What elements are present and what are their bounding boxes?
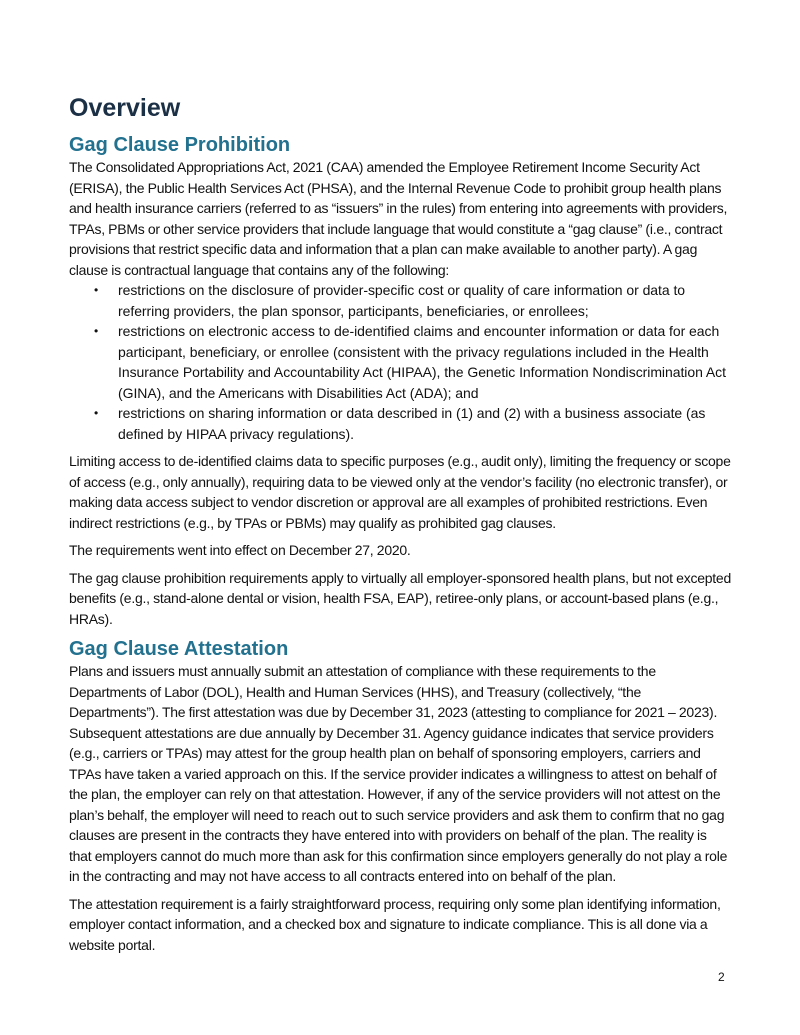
- bullet-icon: •: [94, 406, 99, 420]
- list-item: [69, 321, 731, 403]
- effective-date-paragraph: The requirements went into effect on December 27, 2020.: [69, 542, 411, 558]
- prohibition-intro-paragraph: The Consolidated Appropriations Act, 2021 (CAA) amended the Employee Retirement Income Security Act (ERISA), the Public Health Services Act (PHSA), and the Internal Revenue Code to prohibit group health plans and health insurance carriers (referred to as “issuers” in the rules) from entering into agreements with providers, TPAs, PBMs or other service providers that include language that would constitute a “gag clause” (i.e., contract provisions that restrict specific data and information that a plan can make available to another party). A gag clause is contractual language that contains any of the following:: [69, 159, 728, 278]
- list-item: [69, 403, 731, 444]
- applicability-paragraph: The gag clause prohibition requirements apply to virtually all employer-sponsored health plans, but not excepted benefits (e.g., stand-alone dental or vision, health FSA, EAP), retiree-only plans, or account-based plans (e.g., HRAs).: [69, 569, 731, 627]
- prohibited-restrictions-paragraph: Limiting access to de-identified claims data to specific purposes (e.g., audit only), limiting the frequency or scope of access (e.g., only annually), requiring data to be viewed only at the vendor’s facility (no electronic transfer), or making data access subject to vendor discretion or approval are all examples of prohibited restrictions. Even indirect restrictions (e.g., by TPAs or PBMs) may qualify as prohibited gag clauses.: [69, 453, 731, 531]
- list-item-text: restrictions on the disclosure of provider-specific cost or quality of care information or data to referring providers, the plan sponsor, participants, beneficiaries, or enrollees;: [118, 282, 686, 319]
- page-number: 2: [718, 970, 725, 984]
- section-heading-gag-clause-prohibition: Gag Clause Prohibition: [69, 134, 291, 156]
- gag-clause-restrictions-list: [69, 280, 731, 444]
- bullet-icon: •: [94, 324, 99, 338]
- attestation-process-paragraph: The attestation requirement is a fairly straightforward process, requiring only some plan identifying information, employer contact information, and a checked box and signature to indicate compliance. This is all done via a website portal.: [69, 895, 721, 953]
- page-title: Overview: [69, 94, 181, 122]
- list-item-text: restrictions on sharing information or data described in (1) and (2) with a business associate (as defined by HIPAA privacy regulations).: [118, 405, 706, 442]
- list-item-text: restrictions on electronic access to de-identified claims and encounter information or data for each participant, beneficiary, or enrollee (consistent with the privacy regulations included in the Health Insurance Portability and Accountability Act (HIPAA), the Genetic Information Nondiscrimination Act (GINA), and the Americans with Disabilities Act (ADA); and: [118, 323, 726, 401]
- attestation-paragraph: Plans and issuers must annually submit an attestation of compliance with these requirements to the Departments of Labor (DOL), Health and Human Services (HHS), and Treasury (collectively, “the Departments”). The first attestation was due by December 31, 2023 (attesting to compliance for 2021 – 2023). Subsequent attestations are due annually by December 31. Agency guidance indicates that service providers (e.g., carriers or TPAs) may attest for the group health plan on behalf of sponsoring employers, carriers and TPAs have taken a varied approach on this. If the service provider indicates a willingness to attest on behalf of the plan, the employer can rely on that attestation. However, if any of the service providers will not attest on the plan’s behalf, the employer will need to reach out to such service providers and ask them to confirm that no gag clauses are present in the contracts they have entered into with providers on behalf of the plan. The reality is that employers cannot do much more than ask for this confirmation since employers generally do not play a role in the contracting and may not have access to all contracts entered into on behalf of the plan.: [69, 663, 728, 884]
- document-page: [69, 92, 731, 955]
- section-heading-gag-clause-attestation: Gag Clause Attestation: [69, 638, 289, 660]
- bullet-icon: •: [94, 283, 99, 297]
- list-item: [69, 280, 731, 321]
